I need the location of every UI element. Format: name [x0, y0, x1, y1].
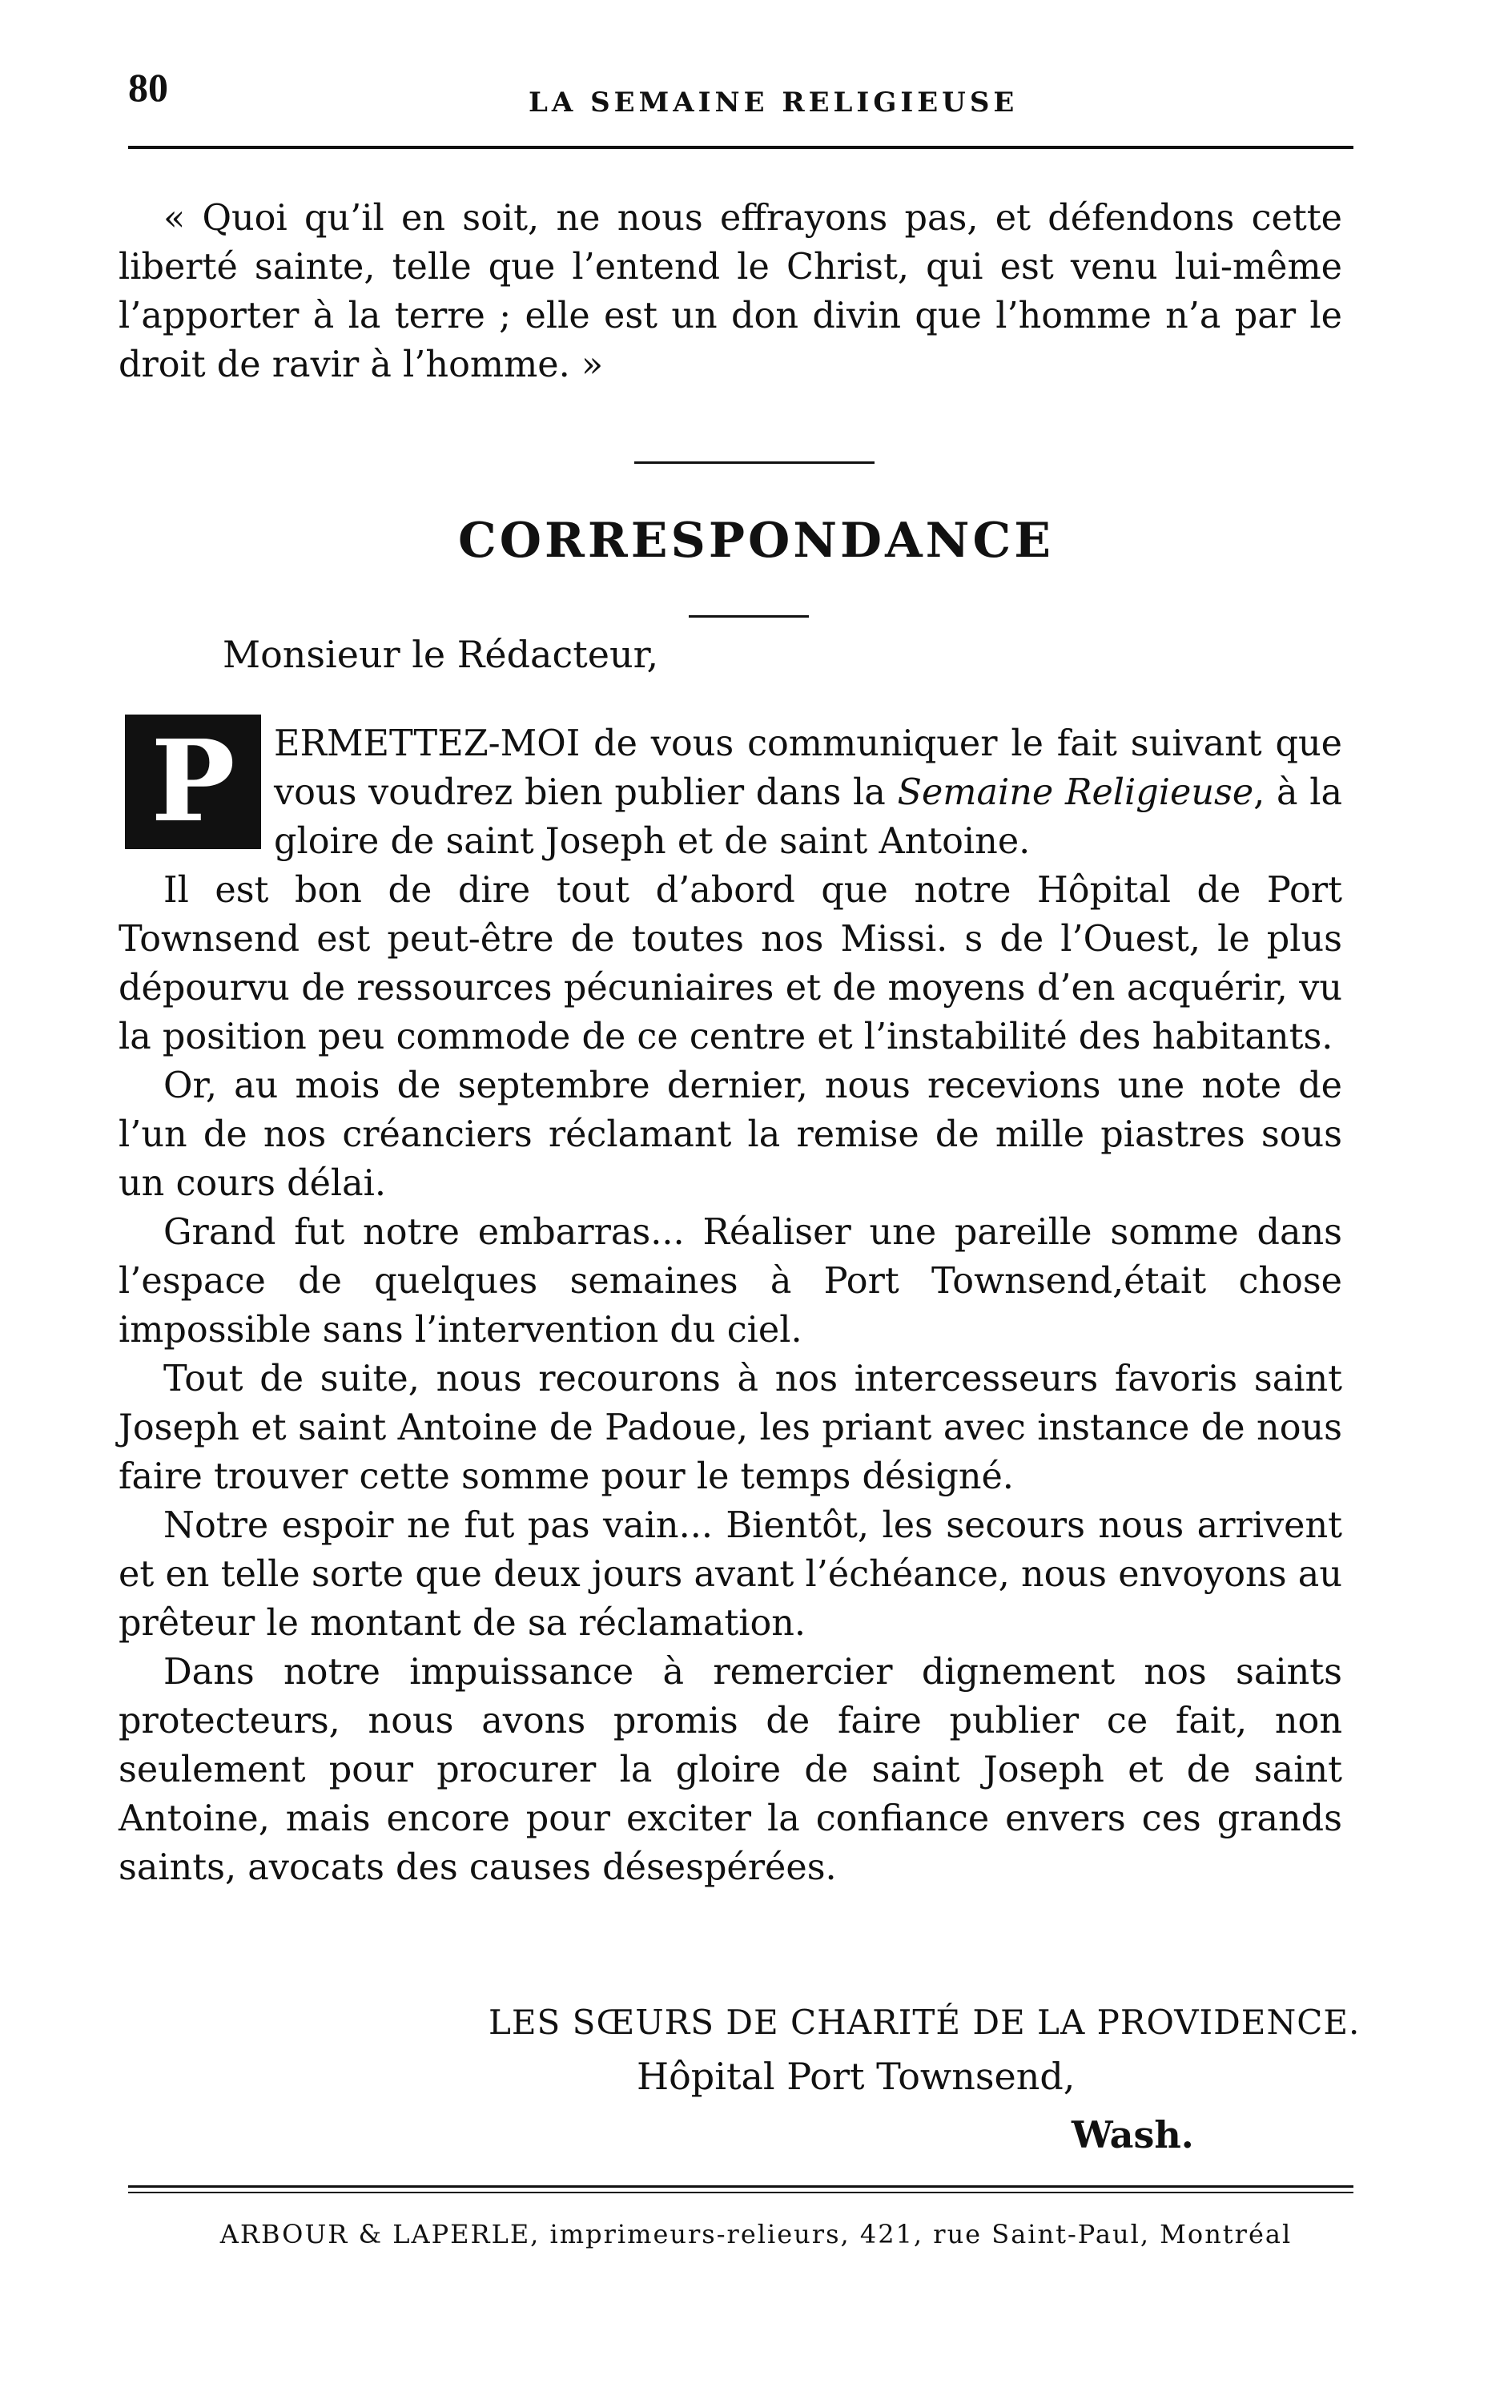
printer-imprint: ARBOUR & LAPERLE, imprimeurs-relieurs, 421, rue Saint-Paul, Montréal	[219, 2219, 1293, 2249]
salutation: Monsieur le Rédacteur,	[223, 633, 659, 676]
opening-text: de vous communiquer le fait suivant que vous voudrez bien publier dans la	[274, 723, 1342, 813]
footer-rule-secondary	[128, 2192, 1353, 2193]
drop-cap	[125, 715, 261, 849]
quote-block	[119, 194, 1342, 389]
letter-paragraph: Notre espoir ne fut pas vain... Bientôt, les secours nous arrivent et en telle sorte que deux jours avant l’échéance, nous envoyons au prêteur le montant de sa réclamation.	[119, 1505, 1342, 1644]
signature-place: Hôpital Port Townsend,	[637, 2055, 1076, 2098]
quote-paragraph: « Quoi qu’il en soit, ne nous effrayons pas, et défendons cette liberté sainte, telle que l’entend le Christ, qui est venu lui-même l’apporter à la terre ; elle est un don divin que l’homme n’a par le droit de ravir à l’homme. »	[119, 198, 1342, 385]
header-rule	[128, 146, 1353, 149]
publication-title: Semaine Religieuse	[897, 772, 1254, 813]
opening-paragraph	[274, 719, 1342, 866]
letter-paragraph: Or, au mois de septembre dernier, nous recevions une note de l’un de nos créanciers réclamant la remise de mille piastres sous un cours délai.	[119, 1065, 1342, 1204]
section-heading: CORRESPONDANCE	[458, 513, 1054, 569]
signature-organization: LES SŒURS DE CHARITÉ DE LA PROVIDENCE.	[489, 2003, 1361, 2042]
letter-paragraph: Dans notre impuissance à remercier dignement nos saints protecteurs, nous avons promis de faire publier ce fait, non seulement pour procurer la gloire de saint Joseph et de saint Antoine, mais encore pour exciter la confiance envers ces grands saints, avocats des causes désespérées.	[119, 1652, 1342, 1888]
letter-paragraph: Grand fut notre embarras... Réaliser une pareille somme dans l’espace de quelques semaines à Port Townsend,était chose impossible sans l’intervention du ciel.	[119, 1212, 1342, 1351]
section-divider	[634, 461, 875, 464]
letter-paragraph: Il est bon de dire tout d’abord que notre Hôpital de Port Townsend est peut-être de toutes nos Missi. s de l’Ouest, le plus dépourvu de ressources pécuniaires et de moyens d’en acquérir, vu la position peu commode de ce centre et l’instabilité des habitants.	[119, 870, 1342, 1057]
page-number: 80	[128, 65, 168, 110]
opening-end: , à la gloire de saint Joseph et de saint Antoine.	[274, 772, 1343, 862]
footer-rule	[128, 2185, 1353, 2188]
heading-divider	[689, 615, 809, 618]
letter-opening	[274, 719, 1342, 866]
drop-cap-letter: P	[151, 716, 235, 848]
letter-paragraph: Tout de suite, nous recourons à nos intercesseurs favoris saint Joseph et saint Antoine de Padoue, les priant avec instance de nous faire trouver cette somme pour le temps désigné.	[119, 1359, 1342, 1497]
signature-state: Wash.	[1072, 2113, 1194, 2156]
opening-caps: ERMETTEZ-MOI	[274, 723, 581, 764]
letter-body	[119, 866, 1342, 1892]
running-title: LA SEMAINE RELIGIEUSE	[529, 87, 1019, 119]
